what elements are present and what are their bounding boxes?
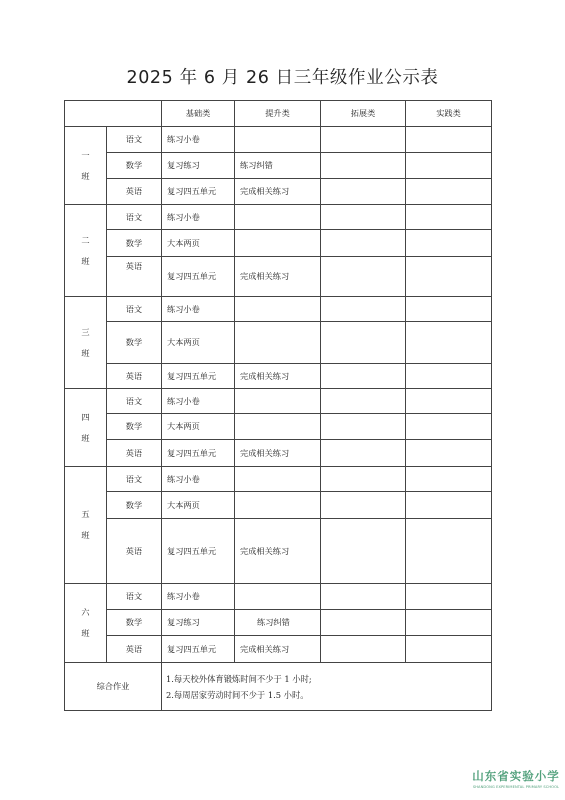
subject-cell: 英语: [107, 257, 162, 297]
basic-cell: 复习练习: [162, 153, 235, 179]
practice-cell: [406, 364, 492, 389]
extend-cell: [321, 610, 406, 636]
subject-cell: 英语: [107, 636, 162, 663]
table-row: [65, 179, 492, 205]
improve-cell: 练习纠错: [235, 153, 321, 179]
basic-cell: 复习练习: [162, 610, 235, 636]
header-corner-cell: [65, 101, 162, 127]
class-cell-1: 一 班: [65, 127, 107, 205]
basic-cell: 复习四五单元: [162, 257, 235, 297]
practice-cell: [406, 519, 492, 584]
practice-cell: [406, 179, 492, 205]
subject-cell: 语文: [107, 297, 162, 322]
extend-cell: [321, 322, 406, 364]
improve-cell: 完成相关练习: [235, 364, 321, 389]
improve-cell: [235, 205, 321, 230]
table-row: [65, 322, 492, 364]
class-cell-4: 四 班: [65, 389, 107, 467]
improve-cell: 完成相关练习: [235, 636, 321, 663]
header-row: [65, 101, 492, 127]
improve-cell: [235, 584, 321, 610]
table-row: [65, 153, 492, 179]
extend-cell: [321, 492, 406, 519]
practice-cell: [406, 414, 492, 440]
subject-cell: 英语: [107, 179, 162, 205]
practice-cell: [406, 492, 492, 519]
subject-cell: 英语: [107, 440, 162, 467]
school-logo: [470, 768, 562, 789]
improve-cell: [235, 322, 321, 364]
header-improve: 提升类: [235, 101, 321, 127]
basic-cell: 复习四五单元: [162, 440, 235, 467]
extend-cell: [321, 153, 406, 179]
basic-cell: 练习小卷: [162, 584, 235, 610]
class-cell-3: 三 班: [65, 297, 107, 389]
subject-cell: 数学: [107, 610, 162, 636]
improve-cell: [235, 230, 321, 257]
school-logo-english: SHANDONG EXPERIMENTAL PRIMARY SCHOOL: [472, 785, 560, 789]
header-basic: 基础类: [162, 101, 235, 127]
basic-cell: 复习四五单元: [162, 519, 235, 584]
improve-cell: 完成相关练习: [235, 179, 321, 205]
extend-cell: [321, 467, 406, 492]
subject-cell: 语文: [107, 127, 162, 153]
subject-cell: 数学: [107, 153, 162, 179]
basic-cell: 复习四五单元: [162, 636, 235, 663]
practice-cell: [406, 584, 492, 610]
subject-cell: 数学: [107, 492, 162, 519]
practice-cell: [406, 257, 492, 297]
subject-cell: 英语: [107, 364, 162, 389]
extend-cell: [321, 636, 406, 663]
class-cell-6: 六 班: [65, 584, 107, 663]
comprehensive-notes: [162, 663, 492, 711]
practice-cell: [406, 230, 492, 257]
subject-cell: 数学: [107, 322, 162, 364]
subject-cell: 数学: [107, 414, 162, 440]
table-row: [65, 205, 492, 230]
basic-cell: 大本两页: [162, 492, 235, 519]
comprehensive-label: 综合作业: [65, 663, 162, 711]
school-logo-name: 山东省实验小学: [472, 769, 560, 783]
basic-cell: 练习小卷: [162, 205, 235, 230]
practice-cell: [406, 636, 492, 663]
subject-cell: 语文: [107, 389, 162, 414]
extend-cell: [321, 440, 406, 467]
practice-cell: [406, 610, 492, 636]
basic-cell: 大本两页: [162, 322, 235, 364]
table-row: [65, 127, 492, 153]
practice-cell: [406, 322, 492, 364]
extend-cell: [321, 364, 406, 389]
extend-cell: [321, 127, 406, 153]
subject-cell: 语文: [107, 584, 162, 610]
table-row: [65, 519, 492, 584]
improve-cell: [235, 297, 321, 322]
table-row: [65, 610, 492, 636]
improve-cell: [235, 492, 321, 519]
subject-cell: 英语: [107, 519, 162, 584]
improve-cell: 完成相关练习: [235, 519, 321, 584]
class-cell-5: 五 班: [65, 467, 107, 584]
subject-cell: 语文: [107, 205, 162, 230]
table-row: [65, 636, 492, 663]
subject-cell: 数学: [107, 230, 162, 257]
practice-cell: [406, 153, 492, 179]
improve-cell: [235, 467, 321, 492]
practice-cell: [406, 440, 492, 467]
page-title: 2025 年 6 月 26 日三年级作业公示表: [126, 68, 439, 88]
table-row: [65, 467, 492, 492]
extend-cell: [321, 297, 406, 322]
basic-cell: 练习小卷: [162, 389, 235, 414]
table-row: [65, 364, 492, 389]
table-row: [65, 230, 492, 257]
table-row: [65, 414, 492, 440]
header-extend: 拓展类: [321, 101, 406, 127]
basic-cell: 大本两页: [162, 414, 235, 440]
table-row: [65, 389, 492, 414]
table-row: [65, 257, 492, 297]
extend-cell: [321, 257, 406, 297]
comprehensive-item-2: 2.每周居家劳动时间不少于 1.5 小时。: [166, 689, 309, 700]
extend-cell: [321, 179, 406, 205]
comprehensive-row: [65, 663, 492, 711]
extend-cell: [321, 584, 406, 610]
basic-cell: 大本两页: [162, 230, 235, 257]
table-row: [65, 492, 492, 519]
basic-cell: 练习小卷: [162, 297, 235, 322]
basic-cell: 复习四五单元: [162, 179, 235, 205]
practice-cell: [406, 389, 492, 414]
basic-cell: 练习小卷: [162, 467, 235, 492]
improve-cell: 完成相关练习: [235, 257, 321, 297]
practice-cell: [406, 297, 492, 322]
basic-cell: 练习小卷: [162, 127, 235, 153]
improve-cell: 练习纠错: [235, 610, 321, 636]
homework-table: [64, 100, 492, 711]
header-practice: 实践类: [406, 101, 492, 127]
subject-cell: 语文: [107, 467, 162, 492]
improve-cell: [235, 414, 321, 440]
table-row: [65, 584, 492, 610]
extend-cell: [321, 389, 406, 414]
extend-cell: [321, 205, 406, 230]
basic-cell: 复习四五单元: [162, 364, 235, 389]
improve-cell: 完成相关练习: [235, 440, 321, 467]
improve-cell: [235, 389, 321, 414]
class-cell-2: 二 班: [65, 205, 107, 297]
extend-cell: [321, 519, 406, 584]
practice-cell: [406, 205, 492, 230]
practice-cell: [406, 127, 492, 153]
table-row: [65, 297, 492, 322]
practice-cell: [406, 467, 492, 492]
extend-cell: [321, 230, 406, 257]
extend-cell: [321, 414, 406, 440]
comprehensive-item-1: 1.每天校外体育锻炼时间不少于 1 小时;: [166, 673, 312, 684]
table-row: [65, 440, 492, 467]
improve-cell: [235, 127, 321, 153]
